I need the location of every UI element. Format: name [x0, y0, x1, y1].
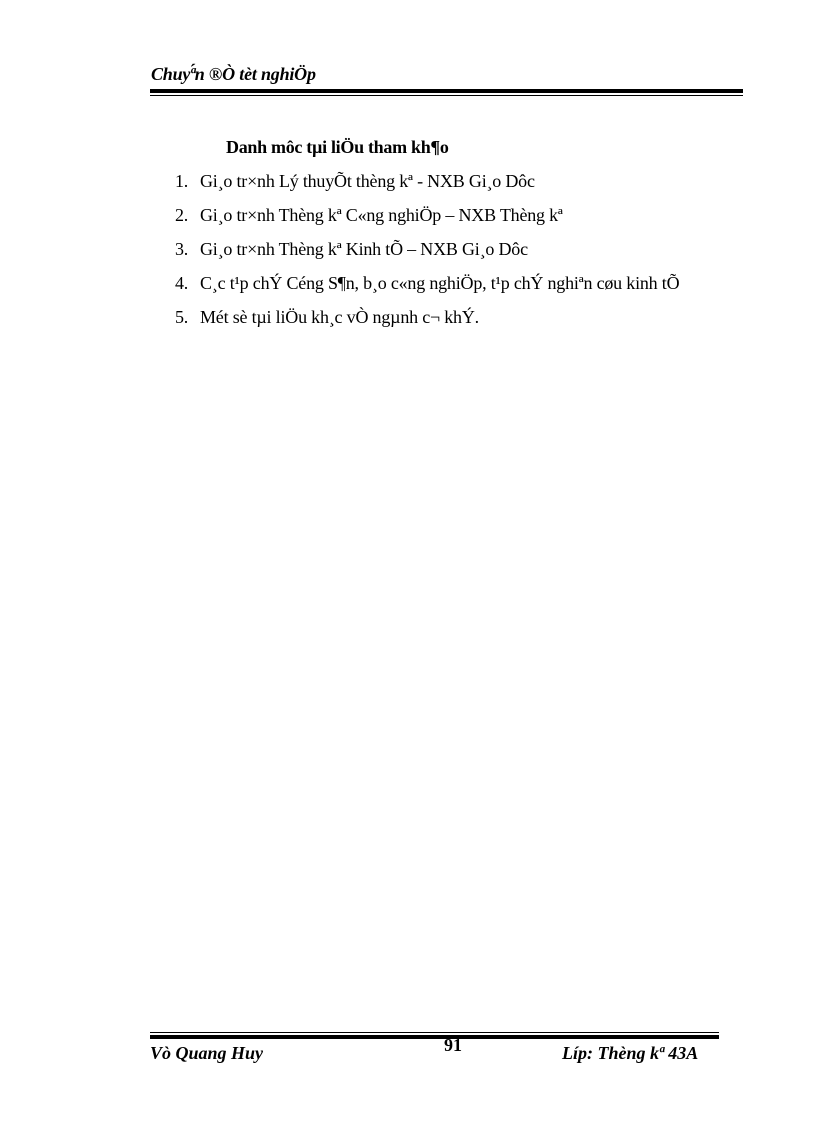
reference-list	[175, 171, 679, 341]
reference-item	[175, 307, 679, 341]
header-divider	[150, 89, 743, 93]
reference-item	[175, 171, 679, 205]
reference-text: Gi¸o tr×nh Thèng kª Kinh tÕ – NXB Gi¸o Dôc	[200, 239, 528, 259]
reference-number: 1.	[175, 171, 189, 191]
reference-number: 2.	[175, 205, 189, 225]
reference-item	[175, 273, 679, 307]
reference-text: Gi¸o tr×nh Thèng kª C«ng nghiÖp – NXB Thèng kª	[200, 205, 563, 225]
footer-class-label: Líp: Thèng kª 43A	[562, 1043, 699, 1063]
page-number: 91	[444, 1035, 462, 1055]
reference-text: Mét sè tµi liÖu kh¸c vÒ ngµnh c¬ khÝ.	[200, 307, 479, 327]
reference-item	[175, 205, 679, 239]
header-divider-thin	[150, 95, 743, 96]
footer-divider	[150, 1035, 719, 1039]
reference-item	[175, 239, 679, 273]
reference-number: 4.	[175, 273, 189, 293]
footer-author: Vò Quang Huy	[150, 1043, 264, 1063]
reference-text: C¸c t¹p chÝ Céng S¶n, b¸o c«ng nghiÖp, t¹p chÝ nghiªn cøu kinh tÕ	[200, 273, 680, 293]
reference-number: 5.	[175, 307, 189, 327]
header-title: Chuyª́n ®Ò tèt nghiÖp	[151, 64, 316, 84]
reference-text: Gi¸o tr×nh Lý thuyÕt thèng kª - NXB Gi¸o Dôc	[200, 171, 535, 191]
references-heading: Danh môc tµi liÖu tham kh¶o	[226, 137, 449, 157]
reference-number: 3.	[175, 239, 189, 259]
footer-divider-thin	[150, 1032, 719, 1033]
